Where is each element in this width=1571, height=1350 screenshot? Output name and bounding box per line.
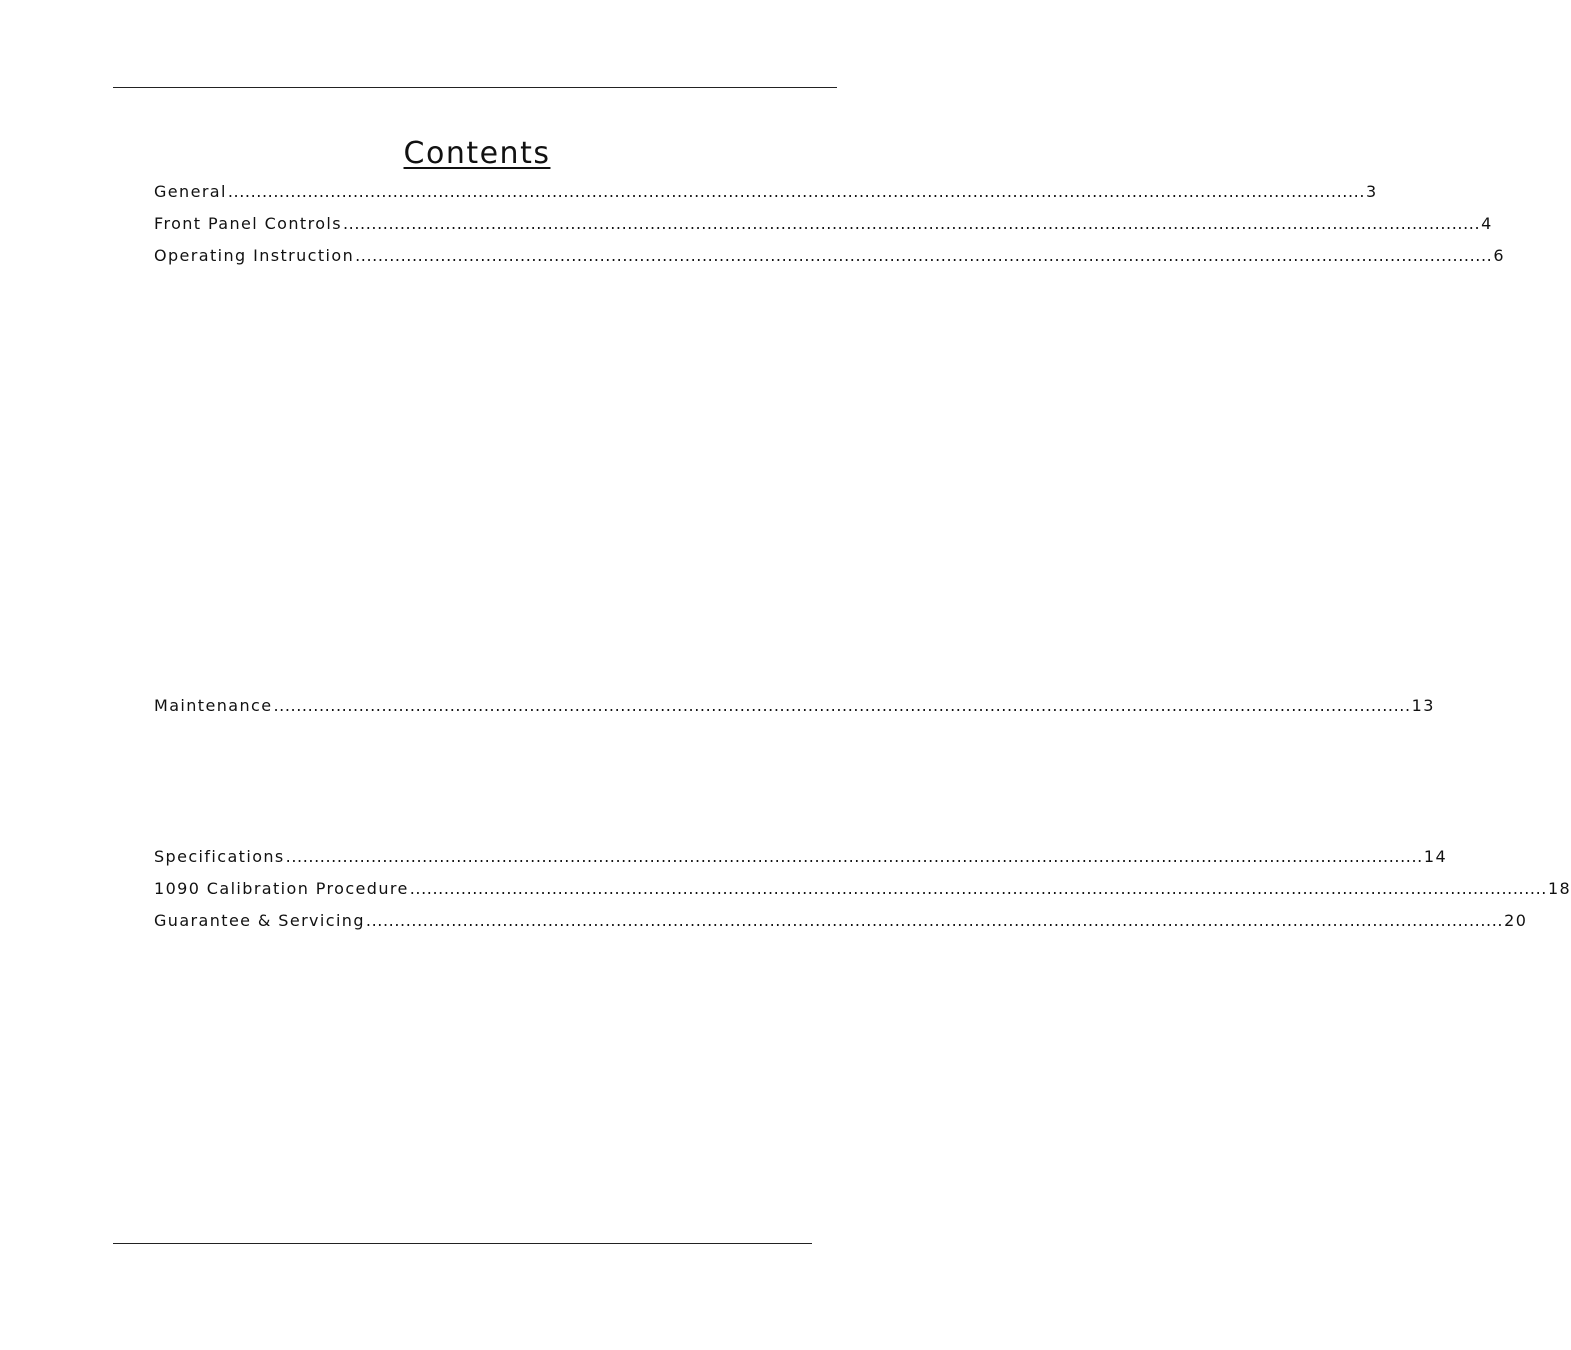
top-rule	[113, 87, 837, 88]
toc-entry-label: Front Panel Controls	[154, 214, 342, 233]
toc-entry-label: Maintenance	[154, 696, 273, 715]
toc-page-number: 14	[1423, 847, 1448, 866]
toc-entry-label: Guarantee & Servicing	[154, 911, 365, 930]
toc-dot-leader: ........................................................................................................................................................................................................	[227, 182, 1366, 201]
toc-entry-guarantee-servicing[interactable]	[154, 910, 1528, 932]
toc-entry-label: Operating Instruction	[154, 246, 355, 265]
page-title: Contents	[403, 136, 551, 171]
bottom-rule	[113, 1243, 812, 1244]
toc-dot-leader: ........................................................................................................................................................................................................	[273, 696, 1411, 715]
toc-entry-maintenance[interactable]	[154, 695, 1435, 717]
toc-entry-specifications[interactable]	[154, 846, 1448, 868]
toc-page-number: 13	[1411, 696, 1435, 715]
toc-dot-leader: ........................................................................................................................................................................................................	[355, 246, 1493, 265]
toc-entry-operating-instruction[interactable]	[154, 245, 1505, 267]
toc-page-number: 3	[1366, 182, 1378, 201]
toc-entry-label: Specifications	[154, 847, 285, 866]
toc-page-number: 6	[1493, 246, 1505, 265]
toc-entry-label: General	[154, 182, 227, 201]
toc-page-number: 4	[1481, 214, 1493, 233]
toc-dot-leader: ........................................................................................................................................................................................................	[285, 847, 1423, 866]
toc-entry-label: 1090 Calibration Procedure	[154, 879, 409, 898]
toc-page-number: 20	[1504, 911, 1528, 930]
toc-dot-leader: ........................................................................................................................................................................................................	[342, 214, 1481, 233]
toc-entry-front-panel-controls[interactable]	[154, 213, 1493, 235]
toc-dot-leader: ........................................................................................................................................................................................................	[365, 911, 1504, 930]
toc-dot-leader: ........................................................................................................................................................................................................	[409, 879, 1547, 898]
toc-entry-general[interactable]	[154, 181, 1378, 203]
toc-page-number: 18	[1547, 879, 1571, 898]
toc-entry-calibration-procedure[interactable]	[154, 878, 1571, 900]
